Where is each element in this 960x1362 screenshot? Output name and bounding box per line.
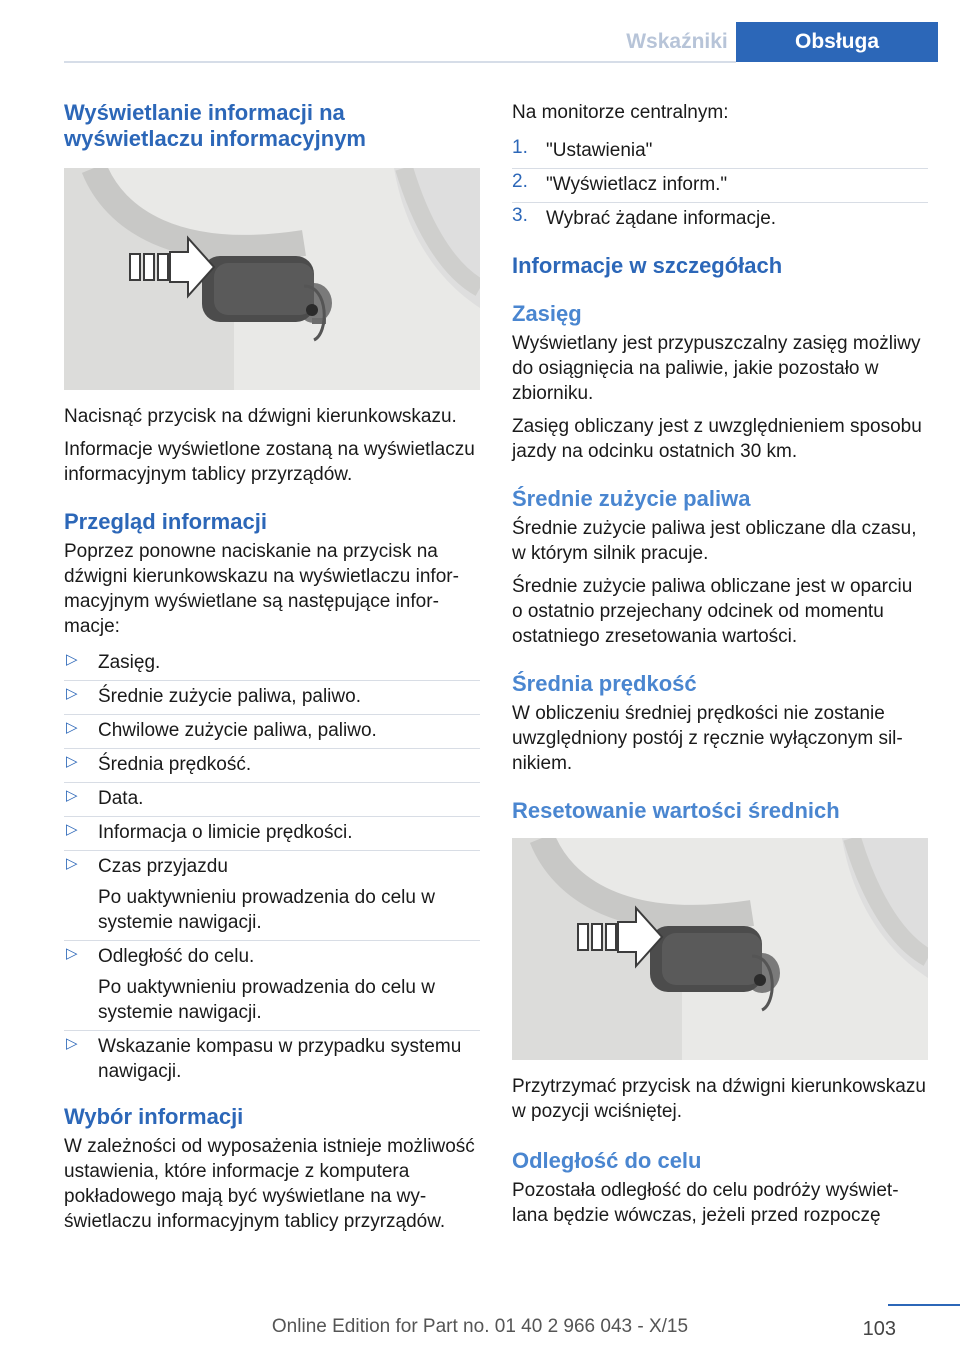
subheading-avg-consumption: Średnie zużycie paliwa: [512, 486, 751, 511]
paragraph-distance: Pozostała odległość do celu podróży wyświetlana będzie wówczas, jeżeli przed rozpoczę: [512, 1180, 899, 1226]
list-item: ▷ Odległość do celu. Po uaktywnieniu prowadzenia do celu w systemie nawigacji.: [64, 941, 480, 1031]
list-item: ▷ Data.: [64, 783, 480, 817]
heading-info-overview: Przegląd informacji: [64, 509, 267, 534]
tab-operation[interactable]: Obsługa: [736, 22, 938, 62]
paragraph-selection: W zależności od wyposażenia istnieje możliwość ustawienia, które informacje z komputera pokładowego mają być wyświetlane na wyświetlaczu informacyjnym tablicy przyrządów.: [64, 1136, 475, 1232]
list-item: ▷ Wskazanie kompasu w przypadku systemu nawigacji.: [64, 1031, 480, 1084]
list-item: 1. "Ustawienia": [512, 135, 928, 169]
triangle-bullet-icon: ▷: [66, 1035, 78, 1052]
list-item: ▷ Zasięg.: [64, 647, 480, 681]
info-list: [64, 647, 480, 1084]
list-item: ▷ Średnia prędkość.: [64, 749, 480, 783]
triangle-bullet-icon: ▷: [66, 787, 78, 804]
heading-display-info: Wyświetlanie informacji na wyświetlaczu informacyjnym: [64, 100, 366, 151]
stalk-illustration: [64, 168, 480, 390]
paragraph-info-displayed: Informacje wyświetlone zostaną na wyświetlaczu informacyjnym tablicy przyrządów.: [64, 439, 475, 485]
steps-list: [512, 135, 928, 231]
paragraph-range-1: Wyświetlany jest przypuszczalny zasięg możliwy do osiągnięcia na paliwie, jakie pozostało w zbiorniku.: [512, 333, 921, 404]
paragraph-consumption-1: Średnie zużycie paliwa jest obliczane dla czasu, w którym silnik pracuje.: [512, 518, 917, 564]
paragraph-range-2: Zasięg obliczany jest z uwzględnieniem sposobu jazdy na odcinku ostatnich 30 km.: [512, 416, 922, 462]
subheading-reset: Resetowanie wartości średnich: [512, 798, 840, 823]
paragraph-press-button: Nacisnąć przycisk na dźwigni kierunkowskazu.: [64, 406, 457, 427]
list-item: ▷ Czas przyjazdu Po uaktywnieniu prowadzenia do celu w systemie nawigacji.: [64, 851, 480, 941]
paragraph-consumption-2: Średnie zużycie paliwa obliczane jest w oparciu o ostatnio przejechany odcinek od momentu ostatniego zresetowania wartości.: [512, 576, 913, 647]
right-column: [512, 100, 928, 1228]
subheading-distance: Odległość do celu: [512, 1148, 702, 1173]
paragraph-reset: Przytrzymać przycisk na dźwigni kierunkowskazu w pozycji wciśniętej.: [512, 1076, 926, 1122]
paragraph-central-monitor: Na monitorze centralnym:: [512, 102, 729, 123]
list-item: 2. "Wyświetlacz inform.": [512, 169, 928, 203]
subheading-range: Zasięg: [512, 301, 582, 326]
paragraph-overview-intro: Poprzez ponowne naciskanie na przycisk na dźwigni kierunkowskazu na wyświetlaczu informacyjnym wyświetlane są następujące informacje:: [64, 541, 459, 637]
left-column: [64, 100, 480, 1234]
header-tabs: [618, 22, 938, 62]
turn-signal-stalk-image: [64, 168, 480, 390]
header-rule: [64, 61, 736, 63]
tab-indicators[interactable]: Wskaźniki: [626, 30, 728, 53]
list-item: ▷ Średnie zużycie paliwa, paliwo.: [64, 681, 480, 715]
list-item: 3. Wybrać żądane informacje.: [512, 205, 777, 229]
paragraph-avg-speed: W obliczeniu średniej prędkości nie zostanie uwzględniony postój z ręcznie wyłączonym silnikiem.: [512, 703, 903, 774]
turn-signal-stalk-image: [512, 838, 928, 1060]
triangle-bullet-icon: ▷: [66, 821, 78, 838]
triangle-bullet-icon: ▷: [66, 719, 78, 736]
triangle-bullet-icon: ▷: [66, 685, 78, 702]
triangle-bullet-icon: ▷: [66, 651, 78, 668]
triangle-bullet-icon: ▷: [66, 753, 78, 770]
page-number-rule: [888, 1304, 960, 1306]
stalk-illustration-reset: [512, 838, 928, 1060]
list-item: ▷ Informacja o limicie prędkości.: [64, 817, 480, 851]
subheading-avg-speed: Średnia prędkość: [512, 671, 697, 696]
triangle-bullet-icon: ▷: [66, 855, 78, 872]
footer-edition: Online Edition for Part no. 01 40 2 966 043 - X/15: [271, 1316, 689, 1337]
heading-details: Informacje w szczegółach: [512, 253, 783, 278]
triangle-bullet-icon: ▷: [66, 945, 78, 962]
page-number: 103: [862, 1318, 896, 1340]
list-item: ▷ Chwilowe zużycie paliwa, paliwo.: [64, 715, 480, 749]
heading-info-selection: Wybór informacji: [64, 1104, 244, 1129]
